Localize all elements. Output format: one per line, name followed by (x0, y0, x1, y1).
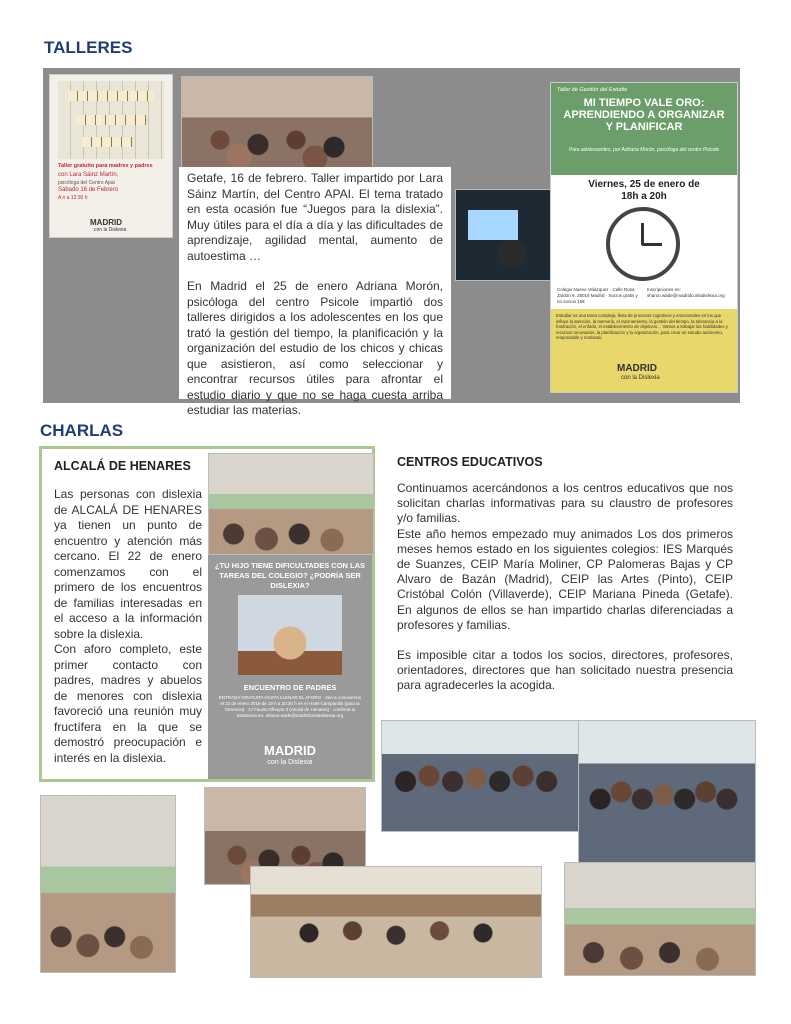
alcala-flyer-event: ENCUENTRO DE PADRES (243, 683, 337, 692)
poster-subtitle: Para adolescentes, por Adriana Morón, psicóloga del centro Psicole (568, 147, 720, 153)
flyer-line1: Taller gratuito para madres y padres (58, 163, 153, 169)
centros-text (397, 481, 733, 694)
alcala-paragraph-2: Con aforo completo, este primer contacto con padres, madres y abuelos de menores con dislexia favoreció una reunión muy fructífera en la que se demostró preocupación e interés en la dislexia. (54, 642, 202, 765)
alcala-flyer-logo-sub: con la Dislexia (267, 759, 313, 766)
centros-paragraph-3: Es imposible citar a todos los socios, directores, profesores, orientadores, directores que han solicitado nuestra presencia para agradecerles la acogida. (397, 648, 733, 693)
scrabble-board-image (58, 81, 164, 159)
alcala-photo-meeting (208, 453, 374, 555)
talleres-poster (550, 82, 738, 393)
collage-photo-classroom-1 (40, 795, 176, 973)
alcala-flyer-logo-main: MADRID (264, 743, 316, 758)
flyer-line2: con Lara Sáinz Martín, (58, 172, 119, 178)
talleres-panel (43, 68, 740, 417)
clock-icon (606, 207, 680, 281)
centros-paragraph-2: Este año hemos empezado muy animados Los dos primeros meses hemos estado en los siguientes colegios: IES Marqués de Suanzes, CEIP María Moliner, CP Palomeras Bajas y CP Alvaro de Bazán (Madrid), CEIP las Artes (Pinto), CEIP Cristóbal Colón (Villaverde), CEIP Mariana Pineda (Getafe). En algunos de ellos se han impartido charlas diferenciadas a profesores y familias. (397, 526, 733, 632)
talleres-flyer (49, 74, 173, 238)
poster-footer (551, 309, 737, 392)
alcala-paragraph-1: Las personas con dislexia de ALCALÁ DE HENARES ya tienen un punto de encuentro y atención más cercano. El 22 de enero comenzamos con el primero de los encuentros de familias interesadas en el acceso a la información sobre la dislexia. (54, 487, 202, 641)
alcala-flyer-question: ¿TU HIJO TIENE DIFICULTADES CON LAS TAREAS DEL COLEGIO? ¿PODRÍA SER DISLEXIA? (214, 561, 366, 590)
flyer-logo-main: MADRID (90, 218, 122, 227)
poster-address: Colegio Nuevo Velázquez · Calle Rosa Jardón 9, 28016 Madrid · Socios gratis y no socios 10€ (557, 287, 638, 304)
alcala-text (54, 487, 202, 766)
collage-photo-group-1 (381, 720, 579, 832)
child-books-image (238, 595, 342, 675)
flyer-line4: Sábado 16 de Febrero (58, 187, 119, 193)
alcala-panel (39, 446, 375, 782)
flyer-line3: psicóloga del Centro Apai (58, 180, 115, 186)
centros-paragraph-1: Continuamos acercándonos a los centros educativos que nos solicitan charlas informativas para su claustro de profesores y/o familias. (397, 481, 733, 526)
section-title-charlas: CHARLAS (40, 421, 124, 440)
alcala-flyer-details: ENTRADA GRATUITA HASTA LLENAR EL AFORO · Ven a conocernos el 22 de enero 2019 de 19 h a 20:30 h en el Hotel Campanilla (para la Gerencia) · C/ Fausto Elhuyar 3 (Alcalá de Henares) · confirma tu asistencia en: sharon.wade@madridconladislexia.org (218, 695, 362, 718)
talleres-text-box (179, 167, 451, 417)
poster-inscripciones: Inscripciones en: sharon.wade@madridconladislexia.org (647, 287, 725, 298)
alcala-heading: ALCALÁ DE HENARES (54, 459, 191, 473)
talleres-photo-getafe (181, 76, 373, 168)
collage-photo-library (250, 866, 542, 978)
poster-logo-sub: con la Dislexia (621, 375, 660, 381)
flyer-line5: A n a 12:30 h (58, 195, 88, 201)
alcala-flyer (208, 555, 372, 779)
collage-photo-group-2 (578, 720, 756, 864)
poster-logo-main: MADRID (617, 363, 657, 374)
talleres-photo-madrid (455, 189, 551, 281)
centros-heading: CENTROS EDUCATIVOS (397, 455, 543, 469)
poster-header (551, 83, 737, 175)
poster-footer-text: Estudiar es una tarea compleja, llena de procesos cognitivos y emocionales en los que influye la atención, la memoria, el razonamiento, la gestión del tiempo, la tolerancia a la frustración, el enfado, el establecimiento de objetivos… Vamos a trabajar las habilidades y recursos necesarios, la planificación y la organización, para crear un estudio autónomo, responsable y motivado. (556, 313, 728, 341)
section-title-talleres: TALLERES (44, 38, 133, 57)
flyer-logo-sub: con la Dislexia (94, 227, 127, 233)
talleres-paragraph-2: En Madrid el 25 de enero Adriana Morón, psicóloga del centro Psicole impartió dos talleres dirigidos a los adolescentes en los que trató la gestión del tiempo, la planificación y la organización del estudio de los chicos y chicas que asistieron, así como seleccionar y encontrar recursos útiles para afrontar el estudio diario y que no se haga cuesta arriba estudiar las materias. (187, 279, 443, 417)
poster-title: MI TIEMPO VALE ORO: APRENDIENDO A ORGANIZAR Y PLANIFICAR (563, 97, 725, 133)
poster-kicker: Taller de Gestión del Estudio (557, 87, 628, 93)
poster-date: Viernes, 25 de enero de 18h a 20h (588, 179, 700, 202)
collage-photo-classroom-2 (564, 862, 756, 976)
talleres-paragraph-1: Getafe, 16 de febrero. Taller impartido por Lara Sáinz Martín, del Centro APAI. El tema tratado en esta ocasión fue “Juegos para la dislexia”. Muy útiles para el día a día y las dificultades de aprendizaje, agilidad mental, aumento de autoestima … (187, 171, 443, 263)
